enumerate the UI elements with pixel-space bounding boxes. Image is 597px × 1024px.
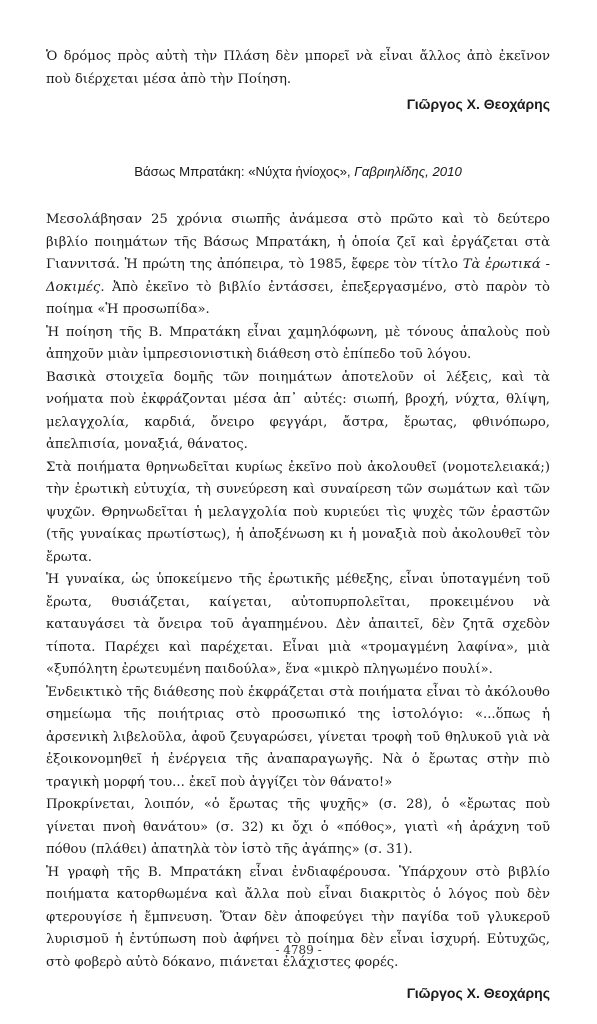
body-paragraph: Ἡ γραφὴ τῆς Β. Μπρατάκη εἶναι ἐνδιαφέρουσα. Ὑπάρχουν στὸ βιβλίο ποιήματα κατορθωμένα καὶ ἄλλα ποὺ εἶναι διακριτὸς ὁ λόγος ποὺ δὲν φτερουγίσε ἡ ἔμπνευση. Ὅταν δὲν ἀποφεύγει τὴν παγίδα τοῦ γλυκεροῦ λυρισμοῦ ἡ ἐντύπωση ποὺ ἀφήνει τὸ ποίημα δὲν εἶναι ἰσχυρή. Εὐτυχῶς, στὸ φοβερὸ αὐτὸ δόκανο, πιάνεται ἐλάχιστες φορές. bbox=[46, 864, 550, 970]
body-paragraph: Προκρίνεται, λοιπόν, «ὁ ἔρωτας τῆς ψυχῆς» (σ. 28), ὁ «ἔρωτας ποὺ γίνεται πνοὴ θανάτου» (σ. 32) κι ὄχι ὁ «πόθος», γιατὶ «ἡ ἀράχνη τοῦ πόθου (πλάθει) ἀπατηλὰ τὸν ἱστὸ τῆς ἀγάπης» (σ. 31). bbox=[46, 797, 550, 857]
page-number: - 4789 - bbox=[275, 943, 322, 957]
intro-quote: Ὁ δρόμος πρὸς αὐτὴ τὴν Πλάση δὲν μπορεῖ νὰ εἶναι ἄλλος ἀπὸ ἐκεῖνον ποὺ διέρχεται μέσα ἀπὸ τὴν Ποίηση. bbox=[46, 49, 550, 87]
review-author-title: Βάσως Μπρατάκη: «Νύχτα ἡνίοχος», bbox=[134, 164, 351, 179]
paragraph-text: Ἀπὸ ἐκεῖνο τὸ βιβλίο ἐντάσσει, ἐπεξεργασμένο, στὸ παρὸν τὸ ποίημα «Ἡ προσωπίδα». bbox=[46, 279, 550, 317]
body-paragraph: Βασικὰ στοιχεῖα δομῆς τῶν ποιημάτων ἀποτελοῦν οἱ λέξεις, καὶ τὰ νοήματα ποὺ ἐκφράζονται μέσα ἀπ᾽ αὐτές: σιωπή, βροχή, νύχτα, θλίψη, μελαγχολία, καρδιά, ὄνειρο φεγγάρι, ἄστρα, ἔρωτας, φθινόπωρο, ἀπελπισία, μοναξιά, θάνατος. bbox=[46, 369, 550, 452]
author-signature: Γιῶργος Χ. Θεοχάρης bbox=[406, 96, 550, 112]
review-publisher: Γαβριηλίδης, 2010 bbox=[350, 164, 462, 179]
author-signature: Γιῶργος Χ. Θεοχάρης bbox=[406, 985, 550, 1001]
body-paragraph: Ἡ γυναίκα, ὡς ὑποκείμενο τῆς ἐρωτικῆς μέθεξης, εἶναι ὑποταγμένη τοῦ ἔρωτα, θυσιάζεται, καίγεται, αὐτοπυρπολεῖται, προκειμένου νὰ καταυγάσει τὰ ὄνειρα τοῦ ἀγαπημένου. Δὲν ἀπαιτεῖ, δὲν ζητᾶ σχεδὸν τίποτα. Παρέχει καὶ παρέχεται. Εἶναι μιὰ «τρομαγμένη λαφίνα», μιὰ «ξυπόλητη ἐρωτευμένη παιδούλα», ἕνα «μικρὸ πληγωμένο πουλί». bbox=[46, 572, 550, 677]
paragraph-text: Μεσολάβησαν 25 χρόνια σιωπῆς ἀνάμεσα στὸ πρῶτο καὶ τὸ δεύτερο βιβλίο ποιημάτων τῆς Βάσως Μπρατάκη, ἡ ὁποία ζεῖ καὶ ἐργάζεται στὰ Γιαννιτσά. Ἡ πρώτη της ἀπόπειρα, τὸ 1985, ἔφερε τὸν τίτλο bbox=[46, 212, 550, 272]
body-paragraph bbox=[46, 209, 550, 322]
body-paragraph: Ἐνδεικτικὸ τῆς διάθεσης ποὺ ἐκφράζεται στὰ ποιήματα εἶναι τὸ ἀκόλουθο σημείωμα τῆς ποιήτριας στὸ προσωπικό της ἱστολόγιο: «...ὅπως ἡ ἀρσενικὴ λιβελοῦλα, ἀφοῦ ζευγαρώσει, γίνεται τροφὴ τοῦ θηλυκοῦ γιὰ νὰ ἐξοικονομηθεῖ ἡ ἐνέργεια τῆς ἀναπαραγωγῆς. Νὰ ὁ ἔρωτας στὴν πιὸ τραγικὴ μορφή του... ἐκεῖ ποὺ ἀγγίζει τὸν θάνατο!» bbox=[46, 684, 550, 790]
page-content bbox=[46, 46, 550, 1004]
body-paragraph: Στὰ ποιήματα θρηνωδεῖται κυρίως ἐκεῖνο ποὺ ἀκολουθεῖ (νομοτελειακά;) τὴν ἐρωτικὴ εὐτυχία, τὴ συνεύρεση καὶ συναίρεση τῶν σωμάτων καὶ τῶν ψυχῶν. Θρηνωδεῖται ἡ μελαγχολία ποὺ κυριεύει τὶς ψυχὲς τῶν ἐραστῶν (τῆς γυναίκας πρωτίστως), ἡ ἀποξένωση κι ἡ μοναξιὰ ποὺ ἀκολουθεῖ τὸν ἔρωτα. bbox=[46, 459, 550, 565]
body-paragraph: Ἡ ποίηση τῆς Β. Μπρατάκη εἶναι χαμηλόφωνη, μὲ τόνους ἁπαλοὺς ποὺ ἀπηχοῦν μιὰν ἰμπρεσιονιστικὴ διάθεση στὸ ἐπίπεδο τοῦ λόγου. bbox=[46, 324, 550, 362]
review-heading bbox=[46, 161, 550, 183]
book-title-italic: Τὰ ἐρωτικά - Δοκιμές. bbox=[46, 257, 550, 295]
